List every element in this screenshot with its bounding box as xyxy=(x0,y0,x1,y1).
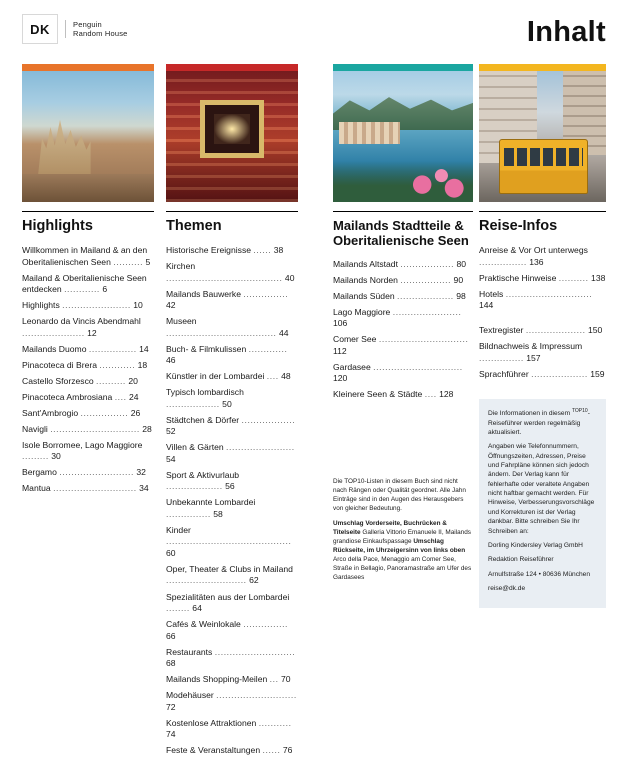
section-divider xyxy=(333,211,473,212)
section-themen xyxy=(166,64,298,761)
section-divider xyxy=(166,211,298,212)
toc-entry[interactable]: Mailands Bauwerke ............... 42 xyxy=(166,288,289,311)
toc-entry[interactable]: Bergamo ......................... 32 xyxy=(22,467,146,478)
section-title-highlights: Highlights xyxy=(22,218,93,234)
toc-entry[interactable]: Feste & Veranstaltungen ...... 76 xyxy=(166,745,293,756)
toc-entry[interactable]: Typisch lombardisch .................. 50 xyxy=(166,387,244,409)
toc-entry[interactable]: Lago Maggiore ....................... 106 xyxy=(333,306,462,329)
toc-entry[interactable]: Museen ..................................... 44 xyxy=(166,316,289,338)
milan-cathedral-photo xyxy=(22,64,154,202)
toc-entry[interactable]: Praktische Hinweise .......... 138 xyxy=(479,272,606,283)
toc-entry[interactable]: Sport & Aktivurlaub ................... 56 xyxy=(166,469,240,492)
back-credit-heading: Umschlag Rückseite, im Uhrzeigersinn von links oben xyxy=(333,537,466,554)
toc-entry[interactable]: Navigli .............................. 28 xyxy=(22,423,152,434)
toc-entry[interactable]: Highlights ....................... 10 xyxy=(22,300,143,311)
toc-entry[interactable]: Pinacoteca Ambrosiana .... 24 xyxy=(22,391,139,402)
section-reise-infos xyxy=(479,64,606,385)
toc-entry[interactable]: Restaurants ........................... 68 xyxy=(166,646,296,669)
toc-entry[interactable]: Kostenlose Attraktionen ........... 74 xyxy=(166,717,292,740)
notice-intro xyxy=(488,408,597,437)
toc-entry[interactable]: Willkommen in Mailand & an den Oberitalienischen Seen .......... 5 xyxy=(22,245,151,267)
toc-entry[interactable]: Städtchen & Dörfer .................. 52 xyxy=(166,414,296,437)
toc-entry[interactable]: Mailand & Oberitalienische Seen entdecken ............ 6 xyxy=(22,272,147,295)
fineprint-top10-note: Die TOP10-Listen in diesem Buch sind nicht nach Rängen oder Qualität geordnet. Alle Jahn Einträge sind in den Augen des Herausgebers von gleicher Bedeutung. xyxy=(333,478,466,512)
notice-address-3: Arnulfstraße 124 • 80636 München xyxy=(488,570,591,578)
la-scala-theatre-photo xyxy=(166,64,298,202)
publisher-line-2: Random House xyxy=(73,29,128,38)
page-header xyxy=(22,14,606,58)
notice-email[interactable]: reise@dk.de xyxy=(488,584,526,592)
toc-entry[interactable]: Villen & Gärten ....................... 54 xyxy=(166,442,295,464)
toc-entry[interactable]: Mailands Shopping-Meilen ... 70 xyxy=(166,674,291,685)
toc-entry[interactable]: Künstler in der Lombardei .... 48 xyxy=(166,371,291,382)
penguin-random-house-label xyxy=(65,20,128,39)
toc-entry[interactable]: Pinacoteca di Brera ............ 18 xyxy=(22,359,148,370)
toc-entry[interactable]: Modehäuser ........................... 72 xyxy=(166,690,297,712)
toc-entry[interactable]: Historische Ereignisse ...... 38 xyxy=(166,245,284,256)
section-divider xyxy=(22,211,154,212)
toc-entry[interactable]: Mailands Norden ................. 90 xyxy=(333,274,464,285)
cover-credit-heading: Umschlag Vorderseite, Buchrücken & Titelseite xyxy=(333,519,447,536)
tram-body xyxy=(499,139,588,194)
notice-disclaimer: Angaben wie Telefonnummern, Öffnungszeiten, Adressen, Preise und Fahrpläne können sich jedoch ändern. Der Verlag kann für fehlerhafte oder veraltete Angaben nicht haftbar gemacht werden. Für Hinweise, Verbesserungsvorschläge und Korrekturen ist der Verlag dankbar. Bitte schreiben Sie Ihr Schreiben an: xyxy=(488,443,595,535)
back-credit-text: Arco della Pace, Menaggio am Comer See, Straße in Bellagio, Panoramastraße am Ufer des Gardasees xyxy=(333,555,472,581)
fineprint-cover-credits xyxy=(333,520,473,583)
section-divider xyxy=(479,211,606,212)
toc-list-stadtteile xyxy=(333,259,473,401)
toc-entry[interactable]: Bildnachweis & Impressum ............... 157 xyxy=(479,341,583,363)
top10-superscript: TOP10 xyxy=(571,408,588,414)
toc-entry[interactable]: Leonardo da Vincis Abendmahl ..................... 12 xyxy=(22,316,141,338)
toc-entry[interactable]: Kinder .......................................... 60 xyxy=(166,524,292,558)
toc-entry[interactable]: Mailands Süden ................... 98 xyxy=(333,290,466,301)
toc-entry[interactable]: Textregister .................... 150 xyxy=(479,325,603,336)
toc-list-highlights xyxy=(22,245,154,495)
lakeside-town xyxy=(339,122,401,144)
toc-entry[interactable]: Cafés & Weinlokale ............... 66 xyxy=(166,619,289,641)
toc-entry[interactable]: Mantua ............................ 34 xyxy=(22,483,149,494)
toc-entry[interactable]: Spezialitäten aus der Lombardei ........ 64 xyxy=(166,591,290,614)
toc-entry[interactable]: Mailands Duomo ................ 14 xyxy=(22,343,149,354)
toc-entry[interactable]: Sprachführer ................... 159 xyxy=(479,368,605,379)
toc-entry[interactable]: Mailands Altstadt .................. 80 xyxy=(333,258,467,269)
publisher-notice-box xyxy=(479,399,606,608)
toc-entry[interactable]: Kleinere Seen & Städte .... 128 xyxy=(333,389,454,400)
notice-intro-a: Die Informationen in diesem xyxy=(488,410,572,418)
toc-entry[interactable]: Unbekannte Lombardei ............... 58 xyxy=(166,497,256,519)
toc-entry[interactable]: Isole Borromee, Lago Maggiore ......... 30 xyxy=(22,439,143,462)
notice-address-2: Redaktion Reiseführer xyxy=(488,556,554,564)
toc-list-themen xyxy=(166,245,298,757)
toc-entry[interactable]: Kirchen ....................................... 40 xyxy=(166,261,295,283)
toc-entry[interactable]: Anreise & Vor Ort unterwegs ................ 136 xyxy=(479,245,588,267)
publisher-logo xyxy=(22,14,606,44)
cathedral-spires xyxy=(38,105,91,177)
toc-entry[interactable]: Oper, Theater & Clubs in Mailand ........................... 62 xyxy=(166,563,293,586)
toc-entry[interactable]: Sant'Ambrogio ................ 26 xyxy=(22,407,141,418)
section-stadtteile xyxy=(333,64,473,405)
section-accent-bar xyxy=(333,64,473,71)
section-accent-bar xyxy=(479,64,606,71)
toc-entry[interactable]: Gardasee .............................. 120 xyxy=(333,361,463,384)
section-highlights xyxy=(22,64,154,499)
section-title-reise-infos: Reise-Infos xyxy=(479,218,558,234)
pink-flowers xyxy=(403,163,467,199)
toc-entry[interactable]: Comer See .............................. 112 xyxy=(333,334,469,356)
tram-windows xyxy=(504,148,583,166)
list-gap xyxy=(479,316,606,325)
toc-list-reise-infos xyxy=(479,245,606,380)
dk-logo-mark: DK xyxy=(22,14,58,44)
page-title: Inhalt xyxy=(526,16,606,48)
cathedral-plaza xyxy=(22,174,154,202)
cover-credit-text: Galleria Vittorio Emanuele II, Mailands grandiose Einkaufspassage xyxy=(333,528,471,545)
toc-entry[interactable]: Castello Sforzesco .......... 20 xyxy=(22,375,138,386)
toc-entry[interactable]: Hotels ............................. 144 xyxy=(479,288,593,311)
section-title-stadtteile: Mailands Stadtteile & Oberitalienische Seen xyxy=(333,218,469,249)
stage-glow xyxy=(214,114,251,144)
lake-como-photo xyxy=(333,64,473,202)
publisher-line-1: Penguin xyxy=(73,19,102,29)
yellow-tram-photo xyxy=(479,64,606,202)
notice-intro-b: -Reiseführer werden regelmäßig aktualisiert. xyxy=(488,410,590,436)
section-accent-bar xyxy=(22,64,154,71)
section-accent-bar xyxy=(166,64,298,71)
section-title-themen: Themen xyxy=(166,218,222,234)
toc-entry[interactable]: Buch- & Filmkulissen ............. 46 xyxy=(166,343,288,366)
fineprint-block xyxy=(333,478,473,589)
notice-address-1: Dorling Kindersley Verlag GmbH xyxy=(488,541,583,549)
